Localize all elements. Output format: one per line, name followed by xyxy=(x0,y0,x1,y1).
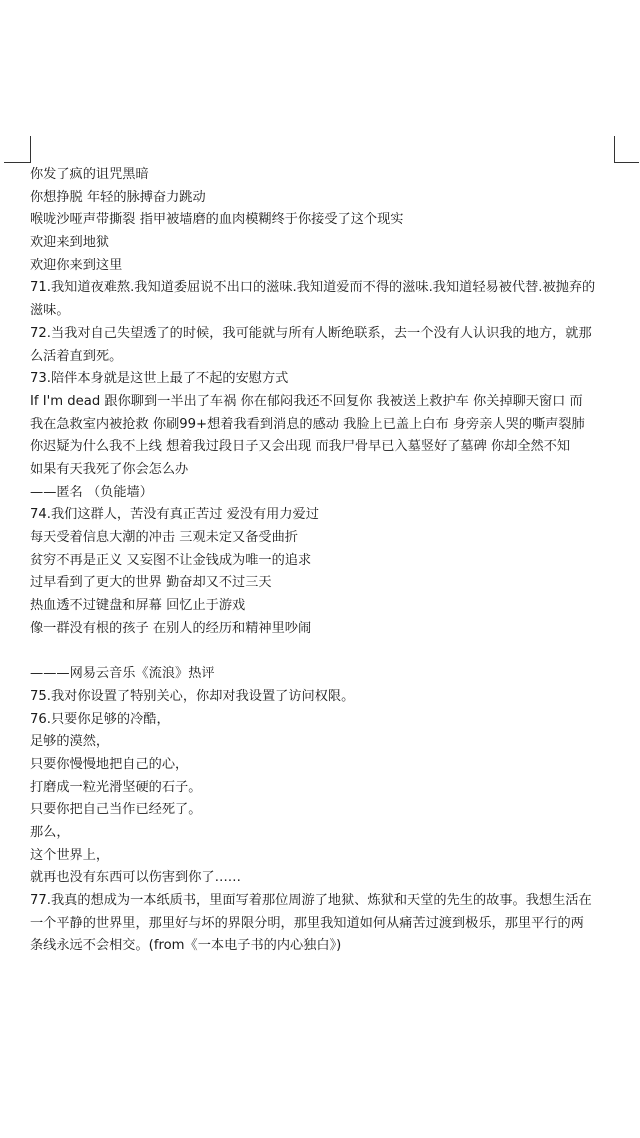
blank-line xyxy=(30,640,620,663)
text-line: 就再也没有东西可以伤害到你了…… xyxy=(30,870,241,886)
text-line: 这个世界上， xyxy=(30,847,110,863)
document-body xyxy=(30,164,620,958)
text-line: 你迟疑为什么我不上线 想着我过段日子又会出现 而我尸骨早已入墓竖好了墓碑 你却全然不知 xyxy=(30,439,571,455)
crop-mark-top-left xyxy=(4,136,31,163)
text-line: 打磨成一粒光滑坚硬的石子。 xyxy=(30,779,202,795)
text-line: 每天受着信息大潮的冲击 三观未定又备受曲折 xyxy=(30,530,298,545)
text-line: 欢迎你来到这里 xyxy=(30,257,123,273)
text-line: 你发了疯的诅咒黑暗 xyxy=(30,167,149,182)
text-line: 72.当我对自己失望透了的时候，我可能就与所有人断绝联系，去一个没有人认识我的地方，就那 xyxy=(30,325,592,341)
text-line: 76.只要你足够的冷酷， xyxy=(30,711,170,727)
text-line: 那么， xyxy=(30,824,70,840)
text-line: 一个平静的世界里，那里好与坏的界限分明，那里我知道如何从痛苦过渡到极乐，那里平行的两 xyxy=(30,915,584,931)
text-line: 欢迎来到地狱 xyxy=(30,235,110,251)
text-line: If I'm dead 跟你聊到一半出了车祸 你在郁闷我还不回复你 我被送上救护车 你关掉聊天窗口 而 xyxy=(30,393,583,409)
text-line: ——匿名 （负能墙） xyxy=(30,484,153,500)
text-line: 77.我真的想成为一本纸质书，里面写着那位周游了地狱、炼狱和天堂的先生的故事。我想生活在 xyxy=(30,893,592,908)
text-line: 74.我们这群人，苦没有真正苦过 爱没有用力爱过 xyxy=(30,507,319,523)
text-line: 如果有天我死了你会怎么办 xyxy=(30,461,189,477)
text-line: 我在急救室内被抢救 你刷99+想着我看到消息的感动 我脸上已盖上白布 身旁亲人哭的嘶声裂肺 xyxy=(30,416,585,432)
text-line: 热血透不过键盘和屏幕 回忆止于游戏 xyxy=(30,598,246,614)
text-line: 条线永远不会相交。(from《一本电子书的内心独白》) xyxy=(30,938,342,954)
text-line: 么活着直到死。 xyxy=(30,348,123,364)
text-line: 滋味。 xyxy=(30,303,70,319)
text-line: 贫穷不再是正义 又妄图不让金钱成为唯一的追求 xyxy=(30,552,312,568)
text-line: 过早看到了更大的世界 勤奋却又不过三天 xyxy=(30,575,272,591)
text-line: ———网易云音乐《流浪》热评 xyxy=(30,666,215,682)
text-line: 73.陪伴本身就是这世上最了不起的安慰方式 xyxy=(30,371,289,387)
text-line: 像一群没有根的孩子 在别人的经历和精神里吵闹 xyxy=(30,620,312,636)
text-line: 71.我知道夜难熬.我知道委屈说不出口的滋味.我知道爱而不得的滋味.我知道轻易被代替.被抛弃的 xyxy=(30,280,596,296)
text-line: 只要你把自己当作已经死了。 xyxy=(30,802,202,818)
text-line: 75.我对你设置了特别关心，你却对我设置了访问权限。 xyxy=(30,688,355,704)
text-line: 喉咙沙哑声带撕裂 指甲被墙磨的血肉模糊终于你接受了这个现实 xyxy=(30,212,404,228)
text-line: 只要你慢慢地把自己的心， xyxy=(30,756,189,772)
text-line: 你想挣脱 年轻的脉搏奋力跳动 xyxy=(30,189,206,205)
text-line: 足够的漠然， xyxy=(30,734,110,750)
crop-mark-top-right xyxy=(614,136,639,163)
